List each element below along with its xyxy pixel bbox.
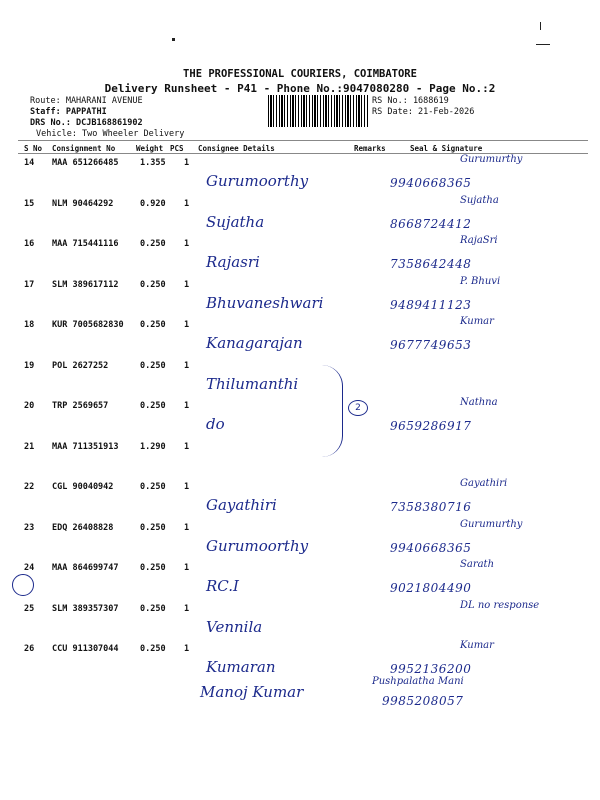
row-26-signature: Pushpalatha Mani: [372, 676, 464, 687]
row-21-pcs: 1: [184, 441, 190, 452]
hand-circle: [12, 574, 34, 596]
scan-mark: [172, 38, 175, 41]
row-18-cons: KUR 7005682830: [52, 320, 124, 330]
row-25-weight: 0.250: [140, 603, 166, 614]
row-22-phone: 7358380716: [390, 500, 472, 514]
row-24-cons: MAA 864699747: [52, 563, 119, 573]
row-25-consignee: Vennila: [206, 617, 263, 636]
row-23-cons: EDQ 26408828: [52, 522, 114, 533]
row-14-sno: 14: [24, 158, 35, 168]
row-15-consignee: Sujatha: [206, 212, 265, 231]
col-consignment: Consignment No: [52, 144, 116, 153]
row-22-pcs: 1: [184, 482, 190, 492]
row-20-consignee: do: [206, 415, 225, 433]
row-18-phone: 9677749653: [390, 338, 472, 352]
row-22-consignee: Gayathiri: [206, 496, 277, 514]
hand-brace: [322, 365, 343, 457]
row-14-phone: 9940668365: [390, 176, 472, 190]
row-25-sig: DL no response: [460, 599, 540, 611]
row-14-pcs: 1: [184, 158, 190, 168]
row-16-sno: 16: [24, 239, 35, 249]
row-16-consignee: Rajasri: [206, 253, 260, 271]
row-24-consignee: RC.I: [206, 577, 239, 595]
row-25-cons: SLM 389357307: [52, 603, 119, 614]
row-23-sig: Gurumurthy: [460, 518, 523, 530]
vehicle-label: Vehicle: Two Wheeler Delivery: [36, 129, 185, 139]
row-20-weight: 0.250: [140, 401, 166, 411]
row-16-pcs: 1: [184, 239, 190, 249]
row-26-sno: 26: [24, 644, 35, 654]
row-17-pcs: 1: [184, 279, 190, 290]
row-16-phone: 7358642448: [390, 257, 472, 271]
row-18-consignee: Kanagarajan: [206, 334, 303, 352]
row-20-cons: TRP 2569657: [52, 401, 109, 411]
row-22-cons: CGL 90040942: [52, 482, 114, 492]
row-14-cons: MAA 651266485: [52, 158, 119, 168]
page-subtitle: Delivery Runsheet - P41 - Phone No.:9047080280 - Page No.:2: [104, 82, 496, 95]
row-20-sig: Nathna: [460, 397, 498, 408]
row-17-sig: P. Bhuvi: [460, 275, 501, 287]
row-16-weight: 0.250: [140, 239, 166, 249]
header-divider: [18, 140, 588, 141]
row-24-weight: 0.250: [140, 563, 166, 573]
row-26-consignee: Kumaran: [206, 658, 276, 676]
row-24-sig: Sarath: [460, 559, 495, 570]
rs-no-label: RS No.: 1688619: [372, 96, 449, 106]
row-18-pcs: 1: [184, 320, 190, 330]
col-sno: S No: [24, 144, 43, 153]
row-23-weight: 0.250: [140, 522, 166, 533]
row-18-weight: 0.250: [140, 320, 166, 330]
row-17-sno: 17: [24, 279, 35, 290]
row-15-sno: 15: [24, 198, 35, 209]
row-25-pcs: 1: [184, 603, 190, 614]
row-19-weight: 0.250: [140, 360, 166, 371]
scan-mark: [536, 44, 550, 45]
row-26-phone: 9952136200: [390, 662, 472, 676]
row-24-pcs: 1: [184, 563, 190, 573]
row-26-consignee-hand: Manoj Kumar: [200, 683, 304, 701]
row-17-phone: 9489411123: [390, 297, 472, 312]
route-label: Route: MAHARANI AVENUE: [30, 96, 143, 106]
hand-mark: 2: [348, 400, 368, 416]
row-18-sig: Kumar: [460, 316, 494, 327]
col-consignee: Consignee Details: [198, 144, 275, 153]
row-14-consignee: Gurumoorthy: [206, 172, 309, 190]
row-16-cons: MAA 715441116: [52, 239, 119, 249]
row-19-consignee: Thilumanthi: [206, 374, 299, 393]
row-26-weight: 0.250: [140, 644, 166, 654]
row-26-phone: 9985208057: [382, 694, 464, 708]
row-22-sig: Gayathiri: [460, 478, 508, 489]
row-22-sno: 22: [24, 482, 35, 492]
row-20-sno: 20: [24, 401, 35, 411]
row-17-weight: 0.250: [140, 279, 166, 290]
rs-date-label: RS Date: 21-Feb-2026: [372, 107, 475, 117]
row-14-weight: 1.355: [140, 158, 166, 168]
row-17-consignee: Bhuvaneshwari: [206, 293, 324, 312]
row-21-sno: 21: [24, 441, 35, 452]
row-23-phone: 9940668365: [390, 540, 472, 555]
row-16-sig: RajaSri: [460, 235, 498, 246]
page-title: THE PROFESSIONAL COURIERS, COIMBATORE: [183, 68, 417, 80]
row-19-cons: POL 2627252: [52, 360, 109, 371]
row-21-cons: MAA 711351913: [52, 441, 119, 452]
row-26-sig: Kumar: [460, 640, 494, 651]
drs-label: DRS No.: DCJB168861902: [30, 118, 143, 128]
row-23-consignee: Gurumoorthy: [206, 536, 309, 555]
scan-mark: [540, 22, 541, 30]
row-19-sno: 19: [24, 360, 35, 371]
row-23-pcs: 1: [184, 522, 190, 533]
col-signature: Seal & Signature: [410, 144, 483, 153]
row-18-sno: 18: [24, 320, 35, 330]
row-26-pcs: 1: [184, 644, 190, 654]
row-15-weight: 0.920: [140, 198, 166, 209]
row-24-sno: 24: [24, 563, 35, 573]
col-weight: Weight: [136, 144, 164, 153]
row-19-pcs: 1: [184, 360, 190, 371]
row-21-weight: 1.290: [140, 441, 166, 452]
row-15-phone: 8668724412: [390, 216, 472, 231]
row-15-pcs: 1: [184, 198, 190, 209]
row-15-cons: NLM 90464292: [52, 198, 114, 209]
row-20-phone: 9659286917: [390, 419, 472, 433]
barcode: [268, 95, 368, 127]
col-pcs: PCS: [170, 144, 184, 153]
row-26-cons: CCU 911307044: [52, 644, 119, 654]
row-25-sno: 25: [24, 603, 35, 614]
row-22-weight: 0.250: [140, 482, 166, 492]
row-17-cons: SLM 389617112: [52, 279, 119, 290]
row-20-pcs: 1: [184, 401, 190, 411]
row-14-sig: Gurumurthy: [460, 154, 523, 165]
row-24-phone: 9021804490: [390, 581, 472, 595]
staff-label: Staff: PAPPATHI: [30, 107, 107, 117]
col-remarks: Remarks: [354, 144, 386, 153]
row-15-sig: Sujatha: [460, 194, 499, 206]
row-23-sno: 23: [24, 522, 35, 533]
